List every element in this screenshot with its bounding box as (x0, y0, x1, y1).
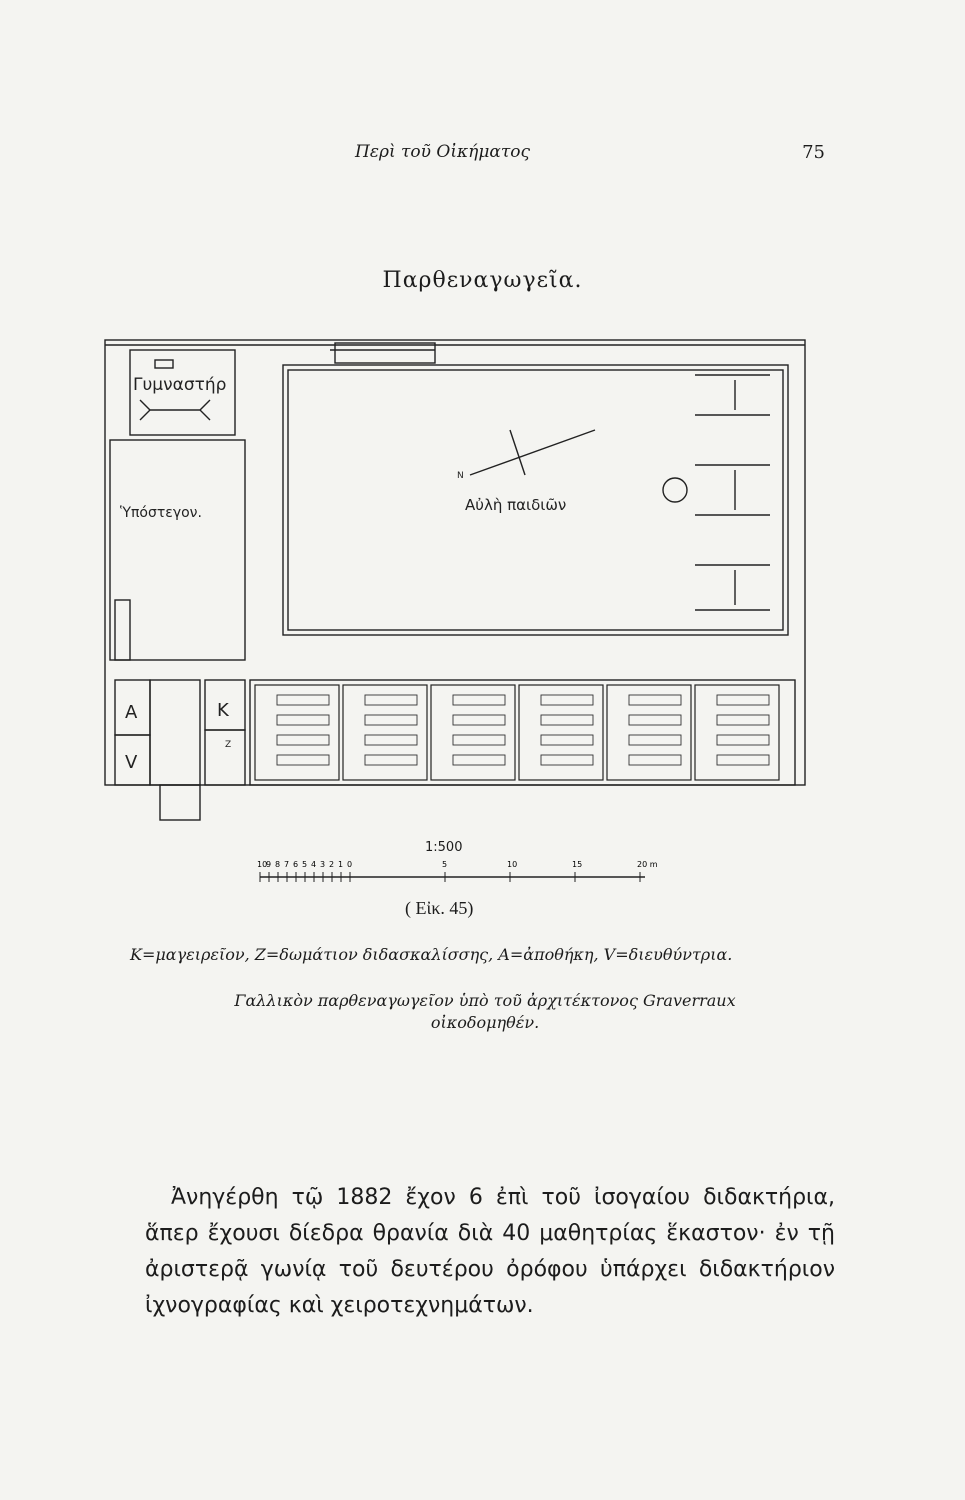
scale-tick-label: 10 (257, 860, 268, 869)
north-arrow (470, 430, 595, 475)
running-title: Περὶ τοῦ Οἰκήματος (355, 142, 531, 162)
desk-row (277, 755, 329, 765)
storeroom-label: A (125, 702, 138, 723)
desk-row (365, 755, 417, 765)
classroom-6 (695, 685, 779, 780)
kitchen-label: K (217, 700, 229, 721)
figure-legend: K=μαγειρεῖον, Z=δωμάτιον διδασκαλίσσης, A=ἀποθήκη, V=διευθύντρια. (130, 945, 733, 964)
outer-wall (105, 340, 805, 785)
north-label: N (457, 471, 464, 481)
desk-row (541, 735, 593, 745)
desk-row (717, 735, 769, 745)
classroom-group (255, 685, 779, 780)
page-number: 75 (802, 142, 825, 163)
gymnasium-bar (140, 400, 210, 420)
desk-row (541, 755, 593, 765)
floor-plan (95, 335, 815, 835)
classroom-wing (250, 680, 795, 785)
desk-row (453, 755, 505, 765)
scale-tick-label: 2 (329, 860, 335, 869)
desk-row (717, 715, 769, 725)
scale-tick-label: 5 (442, 860, 448, 869)
gymnasium-beam (155, 360, 173, 368)
classroom-2 (343, 685, 427, 780)
scale-tick-label: 20 m (637, 860, 658, 869)
director-label: V (125, 752, 138, 773)
desk-row (365, 715, 417, 725)
courtyard-label: Αὐλὴ παιδιῶν (465, 496, 567, 514)
desk-row (717, 695, 769, 705)
classroom-5 (607, 685, 691, 780)
scale-tick-label: 1 (338, 860, 344, 869)
north-arrow-cross (510, 430, 525, 475)
stair (115, 600, 130, 660)
desk-row (365, 695, 417, 705)
floor-plan-drawing (95, 335, 815, 835)
desk-row (277, 695, 329, 705)
scale-tick-label: 0 (347, 860, 353, 869)
body-paragraph: Ἀνηγέρθη τῷ 1882 ἔχον 6 ἐπὶ τοῦ ἰσογαίου διδακτήρια, ἅπερ ἔχουσι δίεδρα θρανία διὰ 40 μαθητρίας ἕκαστον· ἐν τῇ ἀριστερᾷ γωνίᾳ τοῦ δευτέρου ὀρόφου ὑπάρχει διδακτήριον ἰχνογραφίας καὶ χειροτεχνημάτων. (145, 1185, 835, 1318)
entrance-steps (335, 343, 435, 363)
scale-ratio: 1:500 (425, 840, 463, 855)
classroom-4 (519, 685, 603, 780)
scale-tick-label: 4 (311, 860, 317, 869)
scale-bar (255, 855, 658, 885)
desk-row (629, 755, 681, 765)
round-pit (663, 478, 687, 502)
desk-row (277, 715, 329, 725)
gymnasium-label: Γυμναστήρ (133, 375, 227, 395)
desk-row (453, 715, 505, 725)
scale-tick-label: 5 (302, 860, 308, 869)
page-header (110, 142, 825, 172)
classroom-1 (255, 685, 339, 780)
desk-row (629, 715, 681, 725)
desk-row (629, 735, 681, 745)
desk-row (453, 695, 505, 705)
porch-steps (160, 785, 200, 820)
scale-tick-label: 15 (572, 860, 583, 869)
teacher-room-label: Z (225, 740, 232, 750)
scale-tick-label: 3 (320, 860, 326, 869)
description-line2: οἰκοδομηθέν. (430, 1013, 540, 1033)
shelter-label: Ὑπόστεγον. (120, 505, 202, 521)
scale-bar-drawing (255, 855, 658, 885)
scale-tick-label: 9 (266, 860, 272, 869)
classroom-3 (431, 685, 515, 780)
scale-tick-label: 8 (275, 860, 281, 869)
section-title: Παρθεναγωγεῖα. (382, 268, 583, 293)
desk-row (541, 715, 593, 725)
figure-description (185, 990, 785, 1035)
scale-tick-label: 6 (293, 860, 299, 869)
desk-row (453, 735, 505, 745)
desk-row (629, 695, 681, 705)
description-line1: Γαλλικὸν παρθεναγωγεῖον ὑπὸ τοῦ ἀρχιτέκτονος Graverraux (234, 991, 736, 1010)
desk-row (541, 695, 593, 705)
figure-caption: ( Εἰκ. 45) (405, 898, 474, 918)
scale-tick-label: 10 (507, 860, 518, 869)
scale-tick-label: 7 (284, 860, 290, 869)
desk-row (277, 735, 329, 745)
corridor (150, 680, 200, 785)
desk-row (717, 755, 769, 765)
desk-row (365, 735, 417, 745)
teacher-room (205, 730, 245, 785)
